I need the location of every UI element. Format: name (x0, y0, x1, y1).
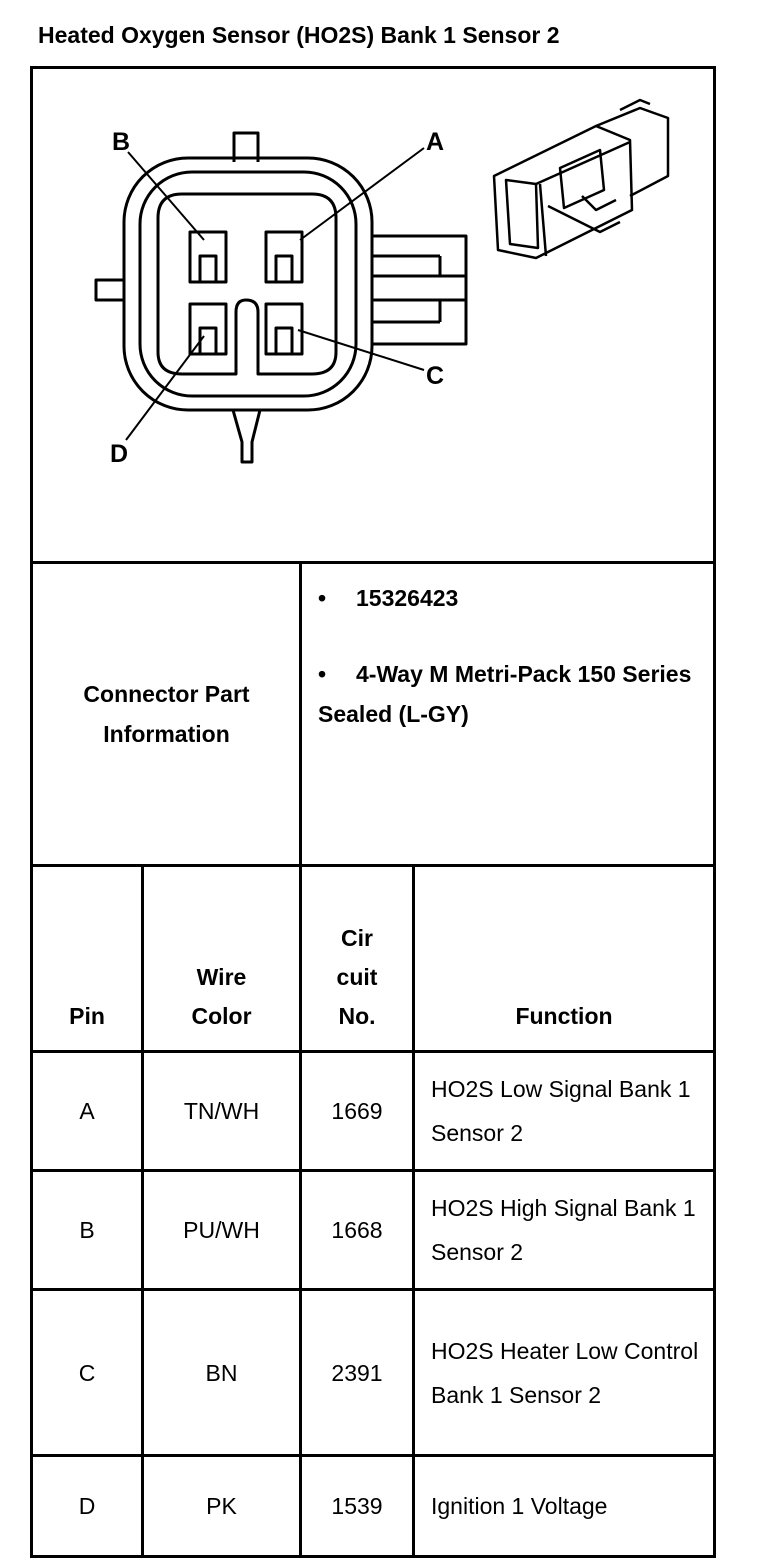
table-cell-wire-color: TN/WH (183, 1098, 260, 1124)
pin-label-d: D (110, 440, 129, 468)
header-wire-color: Wire Color (191, 964, 252, 1029)
table-cell-function: HO2S Heater Low Control Bank 1 Sensor 2 (431, 1337, 699, 1408)
table-cell-pin: D (78, 1493, 96, 1519)
table-cell-circuit: 2391 (331, 1359, 383, 1386)
connector-isometric-image (494, 100, 668, 258)
left-tab (96, 280, 124, 300)
pin-label-c: C (426, 362, 445, 390)
header-circuit-no: Cir cuit No. (336, 925, 378, 1029)
connector-face (158, 194, 336, 374)
header-function: Function (515, 1003, 613, 1029)
side-latch (372, 236, 466, 344)
table-cell-circuit: 1539 (331, 1493, 383, 1519)
connector-info-label: Connector Part Information (83, 681, 250, 747)
list-item: • 15326423 (318, 585, 459, 611)
table-cell-circuit: 1669 (331, 1098, 383, 1124)
connector-diagram (33, 69, 713, 561)
table-cell-function: HO2S High Signal Bank 1 Sensor 2 (431, 1195, 696, 1265)
connector-info-list (318, 578, 708, 734)
terminal-b (190, 232, 226, 282)
table-cell-function: HO2S Low Signal Bank 1 Sensor 2 (431, 1076, 691, 1146)
terminal-a (266, 232, 302, 282)
table-cell-pin: C (78, 1359, 96, 1386)
table-cell-wire-color: BN (205, 1359, 238, 1386)
terminal-c (266, 304, 302, 354)
table-cell-function: Ignition 1 Voltage (431, 1493, 608, 1519)
bottom-tab (233, 410, 260, 462)
table-cell-circuit: 1668 (331, 1217, 383, 1243)
pin-label-a: A (426, 128, 445, 156)
header-pin: Pin (69, 1003, 105, 1029)
list-item: • 4-Way M Metri-Pack 150 Series Sealed (L-GY) (318, 661, 692, 727)
table-cell-pin: A (79, 1098, 95, 1124)
table-cell-pin: B (79, 1217, 95, 1243)
table-cell-wire-color: PU/WH (183, 1217, 260, 1243)
table-cell-wire-color: PK (206, 1493, 237, 1519)
page-title: Heated Oxygen Sensor (HO2S) Bank 1 Sensor 2 (38, 22, 560, 48)
pin-label-b: B (112, 128, 131, 156)
